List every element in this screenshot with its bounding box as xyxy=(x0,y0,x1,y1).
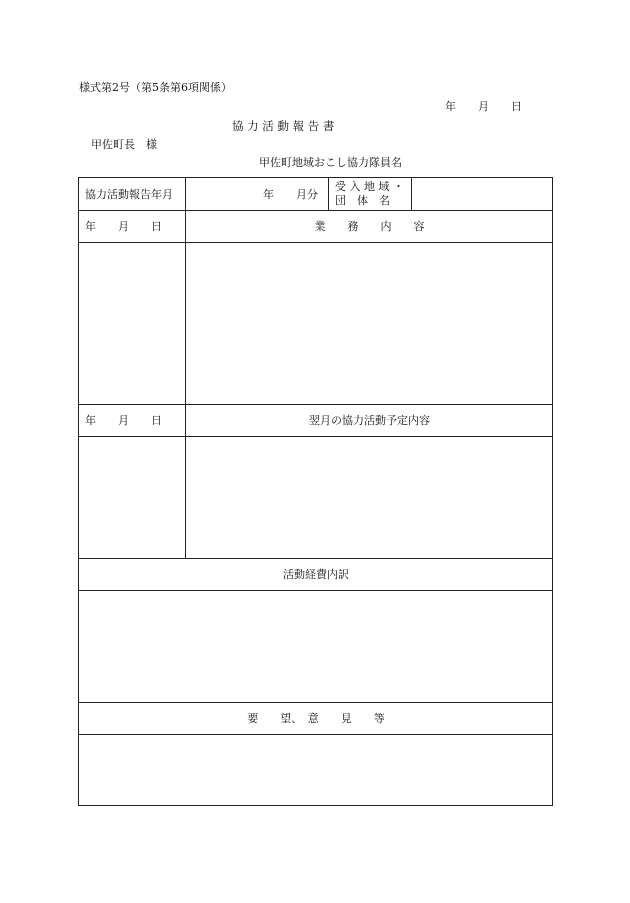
report-form-table xyxy=(78,177,553,806)
expense-breakdown-field[interactable] xyxy=(79,591,553,702)
work-date-header: 年 月 日 xyxy=(85,220,162,233)
work-date-field[interactable] xyxy=(79,243,185,404)
form-number: 様式第2号（第5条第6項関係） xyxy=(79,81,232,94)
requests-opinions-field[interactable] xyxy=(79,735,553,805)
work-content-header: 業 務 内 容 xyxy=(314,220,425,233)
host-organization-label: 受 入 地 域 ・ 団 体 名 xyxy=(335,180,404,207)
work-content-field[interactable] xyxy=(186,243,553,404)
member-name-label: 甲佐町地域おこし協力隊員名 xyxy=(259,156,402,169)
document-date: 年 月 日 xyxy=(445,100,522,113)
report-month-label: 協力活動報告年月 xyxy=(85,188,173,201)
expense-breakdown-header: 活動経費内訳 xyxy=(283,568,349,581)
next-plan-date-field[interactable] xyxy=(79,437,185,558)
next-plan-date-header: 年 月 日 xyxy=(85,414,162,427)
next-plan-header: 翌月の協力活動予定内容 xyxy=(309,414,430,427)
addressee: 甲佐町長 様 xyxy=(91,138,157,151)
requests-opinions-header: 要 望、 意 見 等 xyxy=(247,712,385,725)
host-organization-field[interactable] xyxy=(412,178,553,210)
report-month-field[interactable]: 年 月分 xyxy=(263,188,318,201)
page-title: 協 力 活 動 報 告 書 xyxy=(232,119,335,133)
next-plan-field[interactable] xyxy=(186,437,553,558)
column-divider xyxy=(328,178,329,210)
